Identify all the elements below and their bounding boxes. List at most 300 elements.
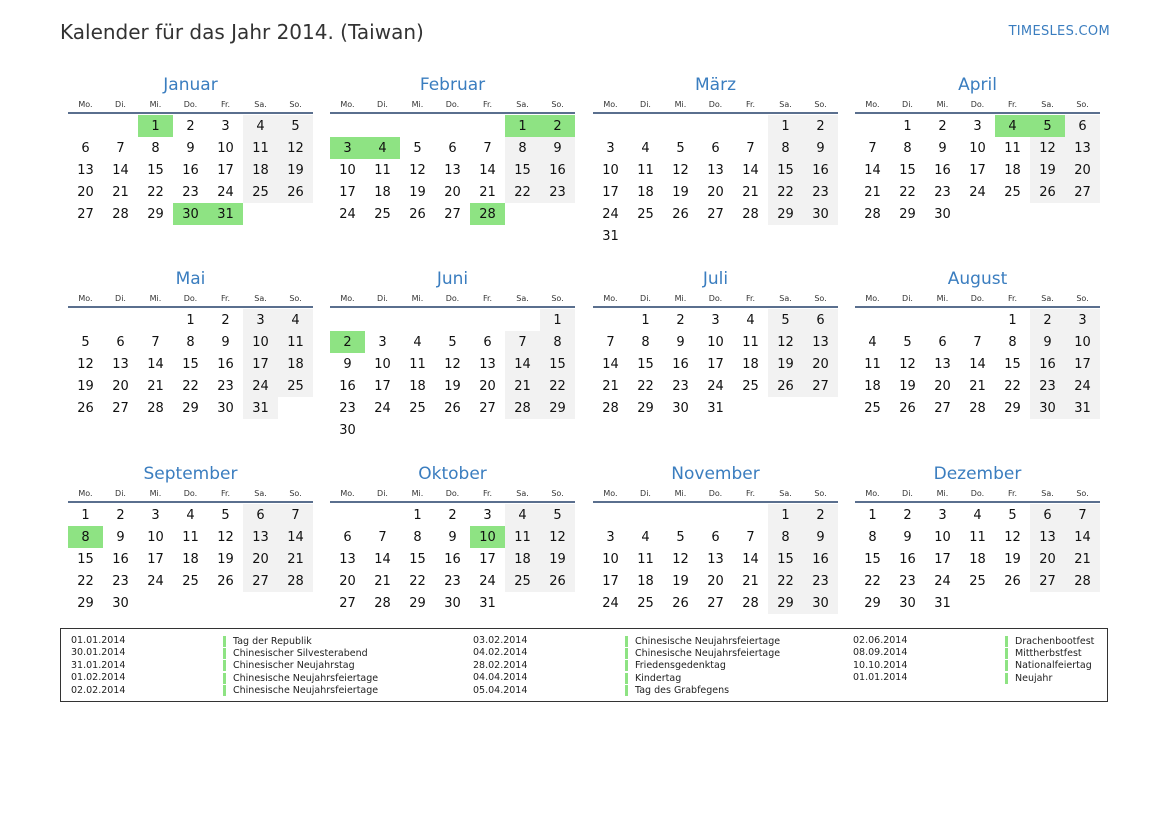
- day-cell: 9: [903, 529, 912, 545]
- day-cell: 13: [339, 551, 356, 567]
- day-cell: 23: [444, 573, 461, 589]
- day-cell: 6: [803, 309, 838, 331]
- month-divider: [330, 501, 575, 503]
- day-grid: [68, 115, 313, 225]
- weekday-label: Mo.: [78, 488, 93, 498]
- day-cell: 28: [742, 206, 759, 222]
- month-name: September: [143, 464, 238, 484]
- day-cell: 18: [278, 353, 313, 375]
- month-divider: [855, 306, 1100, 308]
- day-cell: 6: [1065, 115, 1100, 137]
- day-cell: 5: [278, 115, 313, 137]
- empty-cell: [365, 309, 400, 331]
- day-cell: 5: [413, 140, 422, 156]
- empty-cell: [855, 115, 890, 137]
- day-cell: 1: [768, 115, 803, 137]
- day-cell: 19: [540, 548, 575, 570]
- day-cell: 15: [899, 162, 916, 178]
- day-cell: 15: [637, 356, 654, 372]
- day-cell: 23: [934, 184, 951, 200]
- day-cell: 2: [803, 115, 838, 137]
- day-cell: 17: [969, 162, 986, 178]
- day-cell: 12: [444, 356, 461, 372]
- day-cell: 30: [339, 422, 356, 438]
- empty-cell: [698, 115, 733, 137]
- weekday-label: Mi.: [411, 293, 424, 303]
- day-cell: 24: [602, 595, 619, 611]
- day-cell: 30: [1030, 397, 1065, 419]
- day-cell: 16: [672, 356, 689, 372]
- day-cell: 14: [969, 356, 986, 372]
- day-cell: 27: [803, 375, 838, 397]
- day-cell: 24: [147, 573, 164, 589]
- day-cell: 3: [151, 507, 160, 523]
- weekday-label: Mi.: [411, 99, 424, 109]
- day-cell: 19: [899, 378, 916, 394]
- day-cell: 14: [374, 551, 391, 567]
- day-cell: 2: [803, 504, 838, 526]
- weekday-label: Di.: [377, 488, 388, 498]
- day-cell: 16: [339, 378, 356, 394]
- day-cell: 2: [1030, 309, 1065, 331]
- day-cell: 5: [676, 140, 685, 156]
- weekday-header: [855, 291, 1100, 305]
- day-cell: 20: [339, 573, 356, 589]
- weekday-label: Fr.: [745, 99, 756, 109]
- weekday-label: Di.: [640, 293, 651, 303]
- empty-cell: [68, 309, 103, 331]
- day-cell: 14: [602, 356, 619, 372]
- day-cell: 26: [278, 181, 313, 203]
- day-cell: 6: [711, 140, 720, 156]
- day-cell: 25: [864, 400, 881, 416]
- day-cell: 28: [1065, 570, 1100, 592]
- month-9: [68, 463, 313, 614]
- day-cell: 18: [243, 159, 278, 181]
- day-cell: 11: [864, 356, 881, 372]
- weekday-label: Do.: [708, 293, 723, 303]
- holiday-date: 28.02.2014: [473, 659, 528, 671]
- weekday-label: So.: [1076, 488, 1089, 498]
- weekday-label: Mo.: [78, 99, 93, 109]
- holiday-name: Friedensgedenktag: [625, 660, 726, 671]
- day-cell: 30: [217, 400, 234, 416]
- day-cell: 23: [182, 184, 199, 200]
- day-cell: 21: [864, 184, 881, 200]
- day-grid: [330, 309, 575, 441]
- day-cell: 31: [243, 397, 278, 419]
- day-cell: 4: [186, 507, 195, 523]
- day-cell: 20: [444, 184, 461, 200]
- day-cell: 10: [1065, 331, 1100, 353]
- day-cell: 16: [540, 159, 575, 181]
- weekday-label: Mo.: [603, 293, 618, 303]
- day-cell: 29: [899, 206, 916, 222]
- day-cell: 18: [505, 548, 540, 570]
- day-cell: 24: [479, 573, 496, 589]
- holiday-name: Neujahr: [1005, 673, 1052, 684]
- day-grid: [593, 309, 838, 419]
- day-cell: 1: [81, 507, 90, 523]
- day-grid: [855, 504, 1100, 614]
- weekday-label: Do.: [183, 293, 198, 303]
- day-cell: 11: [505, 526, 540, 548]
- weekday-label: Fr.: [220, 488, 231, 498]
- day-cell: 24: [243, 375, 278, 397]
- day-cell: 25: [278, 375, 313, 397]
- empty-cell: [960, 309, 995, 331]
- day-cell: 25: [374, 206, 391, 222]
- weekday-label: Sa.: [254, 99, 267, 109]
- empty-cell: [593, 115, 628, 137]
- day-cell: 9: [540, 137, 575, 159]
- weekday-label: Sa.: [516, 99, 529, 109]
- day-cell: 27: [1065, 181, 1100, 203]
- day-cell: 12: [217, 529, 234, 545]
- empty-cell: [103, 309, 138, 331]
- day-cell: 24: [602, 206, 619, 222]
- day-cell: 4: [973, 507, 982, 523]
- day-cell: 15: [182, 356, 199, 372]
- weekday-label: So.: [1076, 99, 1089, 109]
- day-cell: 7: [973, 334, 982, 350]
- weekday-label: So.: [814, 99, 827, 109]
- day-cell: 21: [278, 548, 313, 570]
- day-cell: 22: [77, 573, 94, 589]
- day-cell: 13: [1065, 137, 1100, 159]
- day-cell: 29: [147, 206, 164, 222]
- day-cell: 1: [1008, 312, 1017, 328]
- month-name: August: [947, 269, 1008, 289]
- day-cell: 18: [182, 551, 199, 567]
- day-cell: 14: [112, 162, 129, 178]
- day-cell: 20: [77, 184, 94, 200]
- empty-cell: [435, 115, 470, 137]
- weekday-label: Fr.: [1007, 488, 1018, 498]
- weekday-label: Sa.: [779, 488, 792, 498]
- day-cell: 21: [112, 184, 129, 200]
- day-cell: 14: [505, 353, 540, 375]
- day-cell: 11: [637, 162, 654, 178]
- day-cell: 12: [899, 356, 916, 372]
- day-cell: 19: [278, 159, 313, 181]
- day-cell: 23: [803, 570, 838, 592]
- day-cell: 21: [505, 375, 540, 397]
- month-name: Januar: [163, 75, 218, 95]
- day-cell: 4: [746, 312, 755, 328]
- day-cell: 14: [742, 162, 759, 178]
- weekday-label: Sa.: [516, 488, 529, 498]
- holiday-day: 1: [138, 115, 173, 137]
- weekday-header: [855, 486, 1100, 500]
- holiday-name: Chinesischer Neujahrstag: [223, 660, 355, 671]
- month-divider: [330, 112, 575, 114]
- day-cell: 7: [505, 331, 540, 353]
- day-cell: 7: [746, 140, 755, 156]
- day-cell: 3: [606, 529, 615, 545]
- day-cell: 29: [409, 595, 426, 611]
- day-cell: 8: [1008, 334, 1017, 350]
- weekday-label: Do.: [708, 488, 723, 498]
- day-cell: 29: [1004, 400, 1021, 416]
- day-cell: 31: [479, 595, 496, 611]
- weekday-header: [593, 291, 838, 305]
- day-cell: 14: [479, 162, 496, 178]
- holiday-day: 10: [470, 526, 505, 548]
- day-cell: 16: [899, 551, 916, 567]
- day-cell: 29: [182, 400, 199, 416]
- weekday-label: So.: [814, 293, 827, 303]
- day-cell: 20: [803, 353, 838, 375]
- holiday-day: 2: [330, 331, 365, 353]
- day-cell: 18: [637, 573, 654, 589]
- weekday-label: So.: [289, 293, 302, 303]
- day-cell: 16: [803, 548, 838, 570]
- day-cell: 9: [1030, 331, 1065, 353]
- day-cell: 4: [505, 504, 540, 526]
- weekday-label: Do.: [445, 293, 460, 303]
- day-cell: 1: [768, 504, 803, 526]
- day-cell: 28: [278, 570, 313, 592]
- month-divider: [68, 112, 313, 114]
- day-cell: 27: [479, 400, 496, 416]
- day-cell: 10: [707, 334, 724, 350]
- month-6: [330, 268, 575, 441]
- day-cell: 7: [278, 504, 313, 526]
- day-cell: 30: [934, 206, 951, 222]
- day-cell: 9: [676, 334, 685, 350]
- day-cell: 13: [1030, 526, 1065, 548]
- holiday-date: 02.06.2014: [853, 635, 908, 646]
- day-cell: 31: [934, 595, 951, 611]
- day-cell: 3: [378, 334, 387, 350]
- day-cell: 26: [672, 206, 689, 222]
- day-cell: 11: [243, 137, 278, 159]
- day-cell: 11: [374, 162, 391, 178]
- day-cell: 11: [742, 334, 759, 350]
- empty-cell: [628, 504, 663, 526]
- day-cell: 8: [868, 529, 877, 545]
- day-cell: 21: [147, 378, 164, 394]
- day-cell: 27: [77, 206, 94, 222]
- day-cell: 26: [540, 570, 575, 592]
- day-cell: 21: [742, 184, 759, 200]
- day-cell: 10: [339, 162, 356, 178]
- day-cell: 11: [1004, 140, 1021, 156]
- empty-cell: [330, 115, 365, 137]
- weekday-label: Mo.: [865, 488, 880, 498]
- weekday-label: Mi.: [149, 99, 162, 109]
- day-cell: 28: [969, 400, 986, 416]
- day-grid: [855, 115, 1100, 225]
- holiday-date: 05.04.2014: [473, 684, 528, 696]
- day-cell: 30: [672, 400, 689, 416]
- holiday-day: 1: [505, 115, 540, 137]
- empty-cell: [593, 309, 628, 331]
- day-cell: 29: [77, 595, 94, 611]
- day-cell: 31: [1065, 397, 1100, 419]
- day-cell: 10: [969, 140, 986, 156]
- day-cell: 16: [803, 159, 838, 181]
- weekday-label: Mi.: [936, 99, 949, 109]
- weekday-label: So.: [289, 99, 302, 109]
- weekday-label: Sa.: [1041, 99, 1054, 109]
- weekday-header: [68, 291, 313, 305]
- day-cell: 17: [217, 162, 234, 178]
- weekday-label: Fr.: [1007, 293, 1018, 303]
- day-cell: 3: [711, 312, 720, 328]
- empty-cell: [400, 115, 435, 137]
- empty-cell: [593, 504, 628, 526]
- day-cell: 3: [973, 118, 982, 134]
- day-cell: 13: [934, 356, 951, 372]
- weekday-label: So.: [551, 488, 564, 498]
- day-cell: 18: [969, 551, 986, 567]
- day-cell: 1: [903, 118, 912, 134]
- day-cell: 29: [637, 400, 654, 416]
- day-cell: 3: [243, 309, 278, 331]
- brand-link[interactable]: TIMESLES.COM: [1008, 24, 1110, 39]
- day-cell: 9: [343, 356, 352, 372]
- weekday-label: Do.: [445, 99, 460, 109]
- day-cell: 14: [1065, 526, 1100, 548]
- day-cell: 13: [707, 551, 724, 567]
- day-cell: 23: [803, 181, 838, 203]
- day-cell: 6: [1030, 504, 1065, 526]
- weekday-label: Sa.: [516, 293, 529, 303]
- day-cell: 22: [1004, 378, 1021, 394]
- empty-cell: [365, 115, 400, 137]
- holiday-name: Chinesischer Silvesterabend: [223, 648, 368, 659]
- day-cell: 19: [672, 573, 689, 589]
- day-cell: 10: [147, 529, 164, 545]
- day-cell: 15: [768, 159, 803, 181]
- day-cell: 26: [444, 400, 461, 416]
- weekday-label: Fr.: [745, 488, 756, 498]
- day-cell: 8: [505, 137, 540, 159]
- holiday-day: 31: [208, 203, 243, 225]
- holiday-date: 01.01.2014: [853, 672, 908, 684]
- holiday-date: 08.09.2014: [853, 647, 908, 659]
- day-cell: 12: [409, 162, 426, 178]
- day-cell: 26: [1030, 181, 1065, 203]
- day-cell: 8: [903, 140, 912, 156]
- day-grid: [593, 115, 838, 247]
- day-cell: 3: [606, 140, 615, 156]
- day-cell: 21: [969, 378, 986, 394]
- weekday-label: Do.: [183, 488, 198, 498]
- day-cell: 27: [707, 595, 724, 611]
- day-cell: 26: [217, 573, 234, 589]
- day-cell: 2: [676, 312, 685, 328]
- empty-cell: [68, 115, 103, 137]
- day-cell: 1: [868, 507, 877, 523]
- day-cell: 28: [742, 595, 759, 611]
- day-cell: 21: [1065, 548, 1100, 570]
- day-cell: 11: [637, 551, 654, 567]
- weekday-label: Mi.: [149, 488, 162, 498]
- day-cell: 15: [864, 551, 881, 567]
- month-8: [855, 268, 1100, 419]
- day-grid: [330, 504, 575, 614]
- weekday-label: Mo.: [603, 99, 618, 109]
- weekday-label: Sa.: [254, 293, 267, 303]
- empty-cell: [470, 115, 505, 137]
- day-cell: 1: [540, 309, 575, 331]
- weekday-label: Do.: [708, 99, 723, 109]
- holiday-day: 8: [68, 526, 103, 548]
- day-cell: 24: [217, 184, 234, 200]
- weekday-header: [330, 291, 575, 305]
- day-cell: 25: [409, 400, 426, 416]
- day-cell: 9: [116, 529, 125, 545]
- day-cell: 24: [339, 206, 356, 222]
- day-cell: 24: [969, 184, 986, 200]
- day-cell: 8: [413, 529, 422, 545]
- day-cell: 7: [746, 529, 755, 545]
- holiday-date: 01.01.2014: [71, 635, 126, 646]
- weekday-label: Do.: [183, 99, 198, 109]
- month-name: Dezember: [933, 464, 1022, 484]
- month-divider: [855, 112, 1100, 114]
- day-cell: 27: [444, 206, 461, 222]
- day-cell: 24: [707, 378, 724, 394]
- day-cell: 8: [768, 137, 803, 159]
- day-cell: 20: [1065, 159, 1100, 181]
- day-cell: 27: [339, 595, 356, 611]
- empty-cell: [663, 504, 698, 526]
- day-cell: 15: [505, 159, 540, 181]
- holiday-day: 30: [173, 203, 208, 225]
- day-cell: 22: [147, 184, 164, 200]
- empty-cell: [925, 309, 960, 331]
- day-cell: 7: [116, 140, 125, 156]
- weekday-label: Mo.: [340, 293, 355, 303]
- day-cell: 11: [278, 331, 313, 353]
- day-cell: 13: [707, 162, 724, 178]
- day-cell: 3: [938, 507, 947, 523]
- month-divider: [855, 501, 1100, 503]
- weekday-label: So.: [1076, 293, 1089, 303]
- day-cell: 15: [77, 551, 94, 567]
- month-name: November: [671, 464, 760, 484]
- day-cell: 18: [409, 378, 426, 394]
- holiday-date: 10.10.2014: [853, 659, 908, 671]
- holiday-name: Mittherbstfest: [1005, 648, 1082, 659]
- day-cell: 23: [112, 573, 129, 589]
- weekday-label: Mi.: [936, 293, 949, 303]
- day-cell: 19: [672, 184, 689, 200]
- day-cell: 3: [1065, 309, 1100, 331]
- empty-cell: [663, 115, 698, 137]
- day-cell: 16: [112, 551, 129, 567]
- day-cell: 31: [707, 400, 724, 416]
- empty-cell: [628, 115, 663, 137]
- day-cell: 18: [1004, 162, 1021, 178]
- day-cell: 7: [868, 140, 877, 156]
- day-cell: 22: [540, 375, 575, 397]
- day-grid: [68, 504, 313, 614]
- day-grid: [593, 504, 838, 614]
- day-cell: 23: [339, 400, 356, 416]
- weekday-label: Fr.: [220, 99, 231, 109]
- holiday-name: Kindertag: [625, 673, 681, 684]
- holiday-name: Chinesische Neujahrsfeiertage: [625, 648, 780, 659]
- day-cell: 22: [409, 573, 426, 589]
- day-cell: 20: [112, 378, 129, 394]
- month-2: [330, 74, 575, 225]
- empty-cell: [103, 115, 138, 137]
